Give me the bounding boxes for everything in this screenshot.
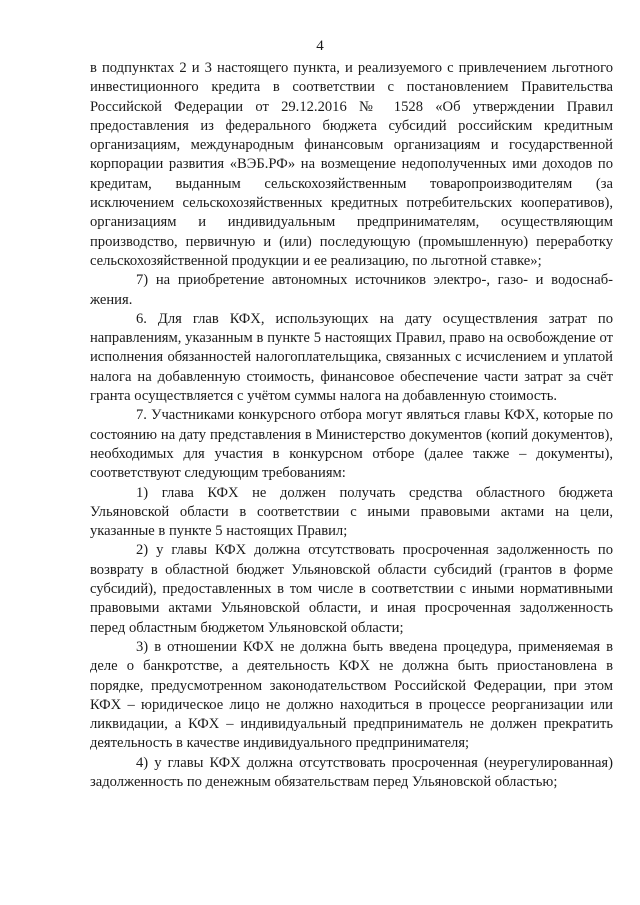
paragraph-clause-6: 6. Для глав КФХ, использующих на дату осуществления затрат по направлениям, указанным в пункте 5 настоящих Правил, право на освобождение от исполнения обязанностей налогоплательщика, связанных с исчислением и уплатой налога на добавленную стоимость, финансовое обеспечение части затрат за счёт гранта осуществляется с учётом суммы налога на добавленную стоимость. (90, 310, 613, 405)
paragraph-item-7-power-sources: 7) на приобретение автономных источников электро-, газо- и водоснабжения. (90, 272, 613, 308)
paragraph-clause-7: 7. Участниками конкурсного отбора могут являться главы КФХ, которые по состоянию на дату представления в Министерство документов (копий документов), необходимых для участия в конкурсном отборе (далее также – документы), соответствуют следующим требованиям: (90, 407, 613, 482)
page-number: 4 (316, 38, 324, 54)
paragraph-requirement-4: 4) у главы КФХ должна отсутствовать просроченная (неурегулированная) задолженность по денежным обязательствам перед Ульяновской областью; (90, 754, 613, 790)
document-body (90, 59, 613, 792)
paragraph-requirement-2: 2) у главы КФХ должна отсутствовать просроченная задолженность по возврату в областной бюджет Ульяновской области субсидий (грантов в форме субсидий), предоставленных в том числе в соответствии с иными нормативными правовыми актами Ульяновской области, и иная просроченная задолженность перед областным бюджетом Ульяновской области; (90, 542, 613, 636)
paragraph-requirement-1: 1) глава КФХ не должен получать средства областного бюджета Ульяновской области в соответствии с иными правовыми актами на цели, указанные в пункте 5 настоящих Правил; (90, 484, 613, 540)
paragraph-intro-continuation: в подпунктах 2 и 3 настоящего пункта, и реализуемого с привлечением льготного инвестиционного кредита в соответствии с постановлением Правительства Российской Федерации от 29.12.2016 № 1528 «Об утверждении Правил предоставления из федерального бюджета субсидий российским кредитным организациям, международным финансовым организациям и государственной корпорации развития «ВЭБ.РФ» на возмещение недополученных ими доходов по кредитам, выданным сельскохозяйственным товаропроизводителям (за исключением сельскохозяйственных кредитных потребительских кооперативов), организациям и индивидуальным предпринимателям, осуществляющим производство, первичную и (или) последующую (промышленную) переработку сельскохозяйственной продукции и ее реализацию, по льготной ставке»; (90, 60, 613, 269)
paragraph-requirement-3: 3) в отношении КФХ не должна быть введена процедура, применяемая в деле о банкротстве, а деятельность КФХ не должна быть приостановлена в порядке, предусмотренном законодательством Российской Федерации, при этом КФХ – юридическое лицо не должно находиться в процессе реорганизации или ликвидации, а КФХ – индивидуальный предприниматель не должен прекратить деятельность в качестве индивидуального предпринимателя; (90, 638, 613, 752)
